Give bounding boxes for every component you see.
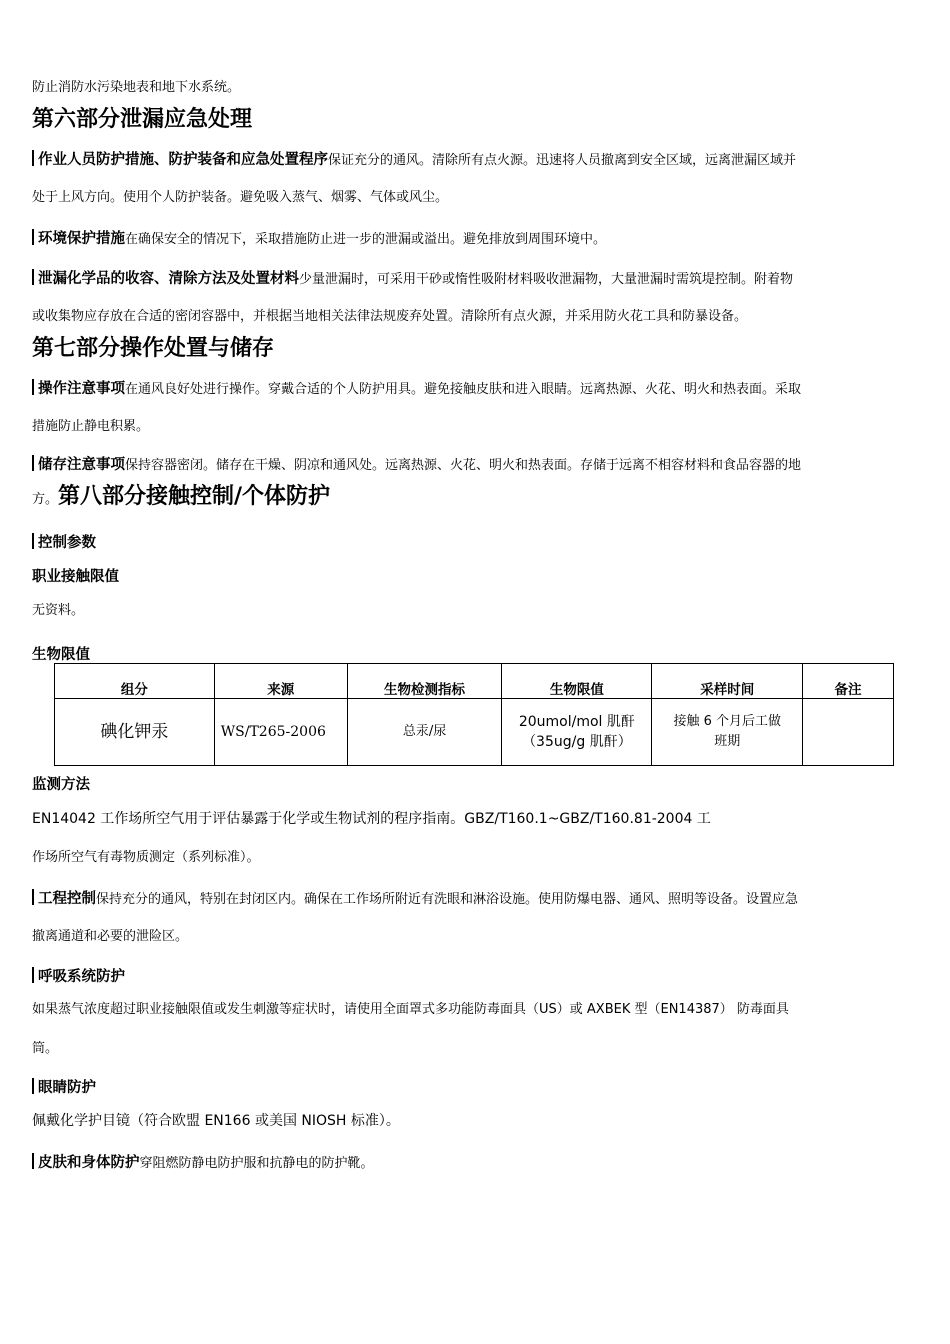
respiratory-text: 如果蒸气浓度超过职业接触限值或发生刺激等症状时，请使用全面罩式多功能防毒面具（US）或 AXBEK 型（EN14387） 防毒面具 xyxy=(32,1002,789,1017)
skin-protection-paragraph xyxy=(32,1153,374,1172)
table-header-cell: 组分 xyxy=(55,664,215,699)
personal-protection-text-cont: 处于上风方向。使用个人防护装备。避免吸入蒸气、烟雾、气体或风尘。 xyxy=(32,190,449,205)
table-header-cell: 来源 xyxy=(214,664,347,699)
eye-protection-text: 佩戴化学护目镜（符合欧盟 EN166 或美国 NIOSH 标准）。 xyxy=(32,1113,400,1129)
note-cell xyxy=(803,699,894,766)
source-cell: WS/T265-2006 xyxy=(214,699,347,766)
section-marker xyxy=(32,1153,34,1169)
time-line-1: 接触 6 个月后工做 xyxy=(673,714,781,729)
cleanup-text-cont: 或收集物应存放在合适的密闭容器中，并根据当地相关法律法规废弃处置。清除所有点火源，并采用防火花工具和防暴设备。 xyxy=(32,309,748,324)
env-protection-paragraph xyxy=(32,229,606,248)
section-marker xyxy=(32,1078,34,1094)
section6-title: 第六部分泄漏应急处理 xyxy=(32,107,253,132)
eye-protection-heading xyxy=(32,1078,96,1097)
component-cell: 碘化钾汞 xyxy=(55,699,215,766)
eye-protection-label: 眼睛防护 xyxy=(38,1080,96,1096)
engineering-control-label: 工程控制 xyxy=(38,891,96,907)
skin-protection-label: 皮肤和身体防护 xyxy=(38,1155,140,1171)
skin-protection-text: 穿阻燃防静电防护服和抗静电的防护靴。 xyxy=(139,1156,374,1171)
handling-paragraph xyxy=(32,379,801,398)
respiratory-heading xyxy=(32,967,125,986)
bio-limit-heading: 生物限值 xyxy=(32,647,90,663)
oel-text: 无资料。 xyxy=(32,603,85,618)
table-row xyxy=(55,699,894,766)
engineering-control-text-cont: 撤离通道和必要的泄险区。 xyxy=(32,929,189,944)
engineering-control-text: 保持充分的通风，特别在封闭区内。确保在工作场所附近有洗眼和淋浴设施。使用防爆电器、通风、照明等设备。设置应急 xyxy=(96,892,799,907)
intro-line: 防止消防水污染地表和地下水系统。 xyxy=(32,80,241,95)
section-marker xyxy=(32,455,34,471)
indicator-cell: 总汞/尿 xyxy=(347,699,502,766)
section-marker xyxy=(32,889,34,905)
cleanup-paragraph xyxy=(32,269,793,288)
section8-title: 第八部分接触控制/个体防护 xyxy=(58,484,331,509)
time-cell xyxy=(652,699,803,766)
control-params-label: 控制参数 xyxy=(38,535,96,551)
limit-line-2: （35ug/g 肌酐） xyxy=(522,734,632,750)
table-header-cell: 生物检测指标 xyxy=(347,664,502,699)
section-marker xyxy=(32,150,34,166)
section7-title: 第七部分操作处置与储存 xyxy=(32,336,275,361)
monitor-heading: 监测方法 xyxy=(32,777,90,793)
personal-protection-paragraph xyxy=(32,150,796,169)
bio-limit-table xyxy=(54,663,894,766)
table-header-cell: 采样时间 xyxy=(652,664,803,699)
storage-text: 保持容器密闭。储存在干燥、阴凉和通风处。远离热源、火花、明火和热表面。存储于远离不相容材料和食品容器的地 xyxy=(125,458,802,473)
respiratory-text-cont: 筒。 xyxy=(32,1041,59,1056)
storage-paragraph xyxy=(32,455,801,474)
respiratory-label: 呼吸系统防护 xyxy=(38,969,125,985)
cleanup-label: 泄漏化学品的收容、清除方法及处置材料 xyxy=(38,271,299,287)
time-line-2: 班期 xyxy=(714,734,741,749)
handling-label: 操作注意事项 xyxy=(38,381,125,397)
control-params-heading xyxy=(32,533,96,552)
monitor-text: EN14042 工作场所空气用于评估暴露于化学或生物试剂的程序指南。GBZ/T160.1~GBZ/T160.81-2004 工 xyxy=(32,811,711,827)
oel-heading: 职业接触限值 xyxy=(32,569,119,585)
storage-text-end: 方。 xyxy=(32,492,59,507)
section-marker xyxy=(32,229,34,245)
table-header-row xyxy=(55,664,894,699)
personal-protection-label: 作业人员防护措施、防护装备和应急处置程序 xyxy=(38,152,328,168)
storage-label: 储存注意事项 xyxy=(38,457,125,473)
engineering-control-paragraph xyxy=(32,889,798,908)
env-protection-text: 在确保安全的情况下，采取措施防止进一步的泄漏或溢出。避免排放到周围环境中。 xyxy=(125,232,607,247)
table-header-cell: 备注 xyxy=(803,664,894,699)
section-marker xyxy=(32,533,34,549)
handling-text-cont: 措施防止静电积累。 xyxy=(32,419,150,434)
monitor-text-cont: 作场所空气有毒物质测定（系列标准）。 xyxy=(32,850,260,865)
cleanup-text: 少量泄漏时，可采用干砂或惰性吸附材料吸收泄漏物，大量泄漏时需筑堤控制。附着物 xyxy=(299,272,794,287)
handling-text: 在通风良好处进行操作。穿戴合适的个人防护用具。避免接触皮肤和进入眼睛。远离热源、火花、明火和热表面。采取 xyxy=(125,382,802,397)
personal-protection-text: 保证充分的通风。清除所有点火源。迅速将人员撤离到安全区域，远离泄漏区域并 xyxy=(328,153,797,168)
section-marker xyxy=(32,269,34,285)
storage-text-cont-with-section8 xyxy=(32,484,330,513)
limit-cell xyxy=(502,699,652,766)
section-marker xyxy=(32,967,34,983)
section-marker xyxy=(32,379,34,395)
table-header-cell: 生物限值 xyxy=(502,664,652,699)
limit-line-1: 20umol/mol 肌酐 xyxy=(518,714,635,730)
env-protection-label: 环境保护措施 xyxy=(38,231,125,247)
